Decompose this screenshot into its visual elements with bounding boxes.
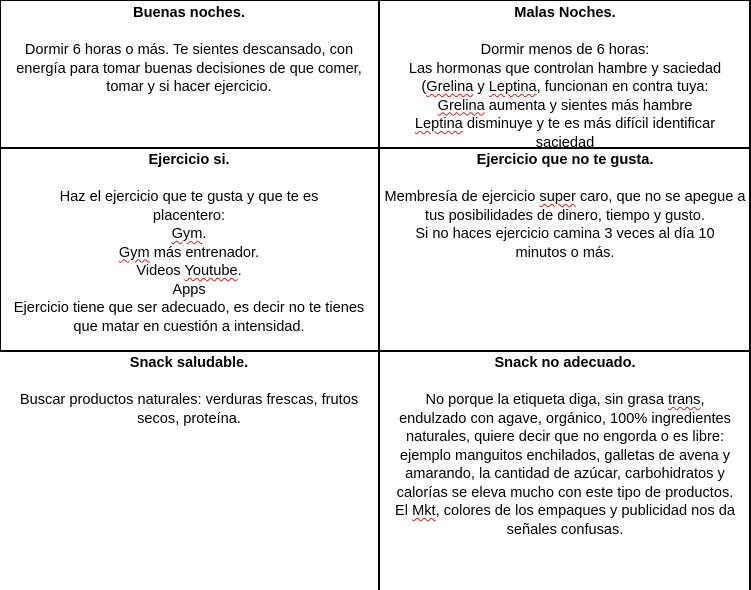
cell-title: Snack no adecuado. — [494, 355, 636, 371]
cell-text: El Mkt, colores de los empaques y publicidad nos da señales confusas. — [395, 503, 735, 538]
cell-text: Las hormonas que controlan hambre y saciedad (Grelina y Leptina, funcionan en contra tuya: — [408, 60, 722, 95]
cell-body — [384, 188, 746, 262]
cell-ejercicio-si — [8, 151, 370, 336]
cell-title: Buenas noches. — [133, 5, 245, 21]
cell-title: Ejercicio que no te gusta. — [476, 152, 654, 168]
cell-text: Haz el ejercicio que te gusta y que te es placentero: — [59, 189, 319, 224]
spellcheck-flagged-word: Grelina — [426, 79, 474, 95]
cell-body — [384, 391, 746, 539]
table-row-divider-2 — [0, 350, 751, 352]
spellcheck-flagged-word: Leptina — [488, 79, 537, 95]
cell-body — [8, 41, 370, 97]
cell-text: No porque la etiqueta diga, sin grasa trans, endulzado con agave, orgánico, 100% ingredientes naturales, quiere decir que no engorda o es libre: ejemplo manguitos enchilados, galletas de avena y amarando, la cantidad de azúcar, carbohidratos y calorías se eleva mucho con este tipo de productos. — [396, 392, 734, 501]
cell-text: Si no haces ejercicio camina 3 veces al día 10 minutos o más. — [415, 226, 715, 261]
spellcheck-flagged-word: Gym — [171, 226, 203, 242]
cell-text: Grelina aumenta y sientes más hambre — [437, 97, 693, 114]
cell-body — [384, 41, 746, 152]
spellcheck-flagged-word: Leptina — [414, 116, 463, 132]
cell-text: Buscar productos naturales: verduras frescas, frutos secos, proteína. — [19, 392, 359, 427]
cell-body — [8, 391, 370, 428]
cell-title: Ejercicio si. — [148, 152, 230, 168]
spellcheck-flagged-word: trans — [668, 392, 701, 408]
cell-text: Leptina disminuye y te es más difícil identificar saciedad — [414, 116, 716, 151]
cell-ejercicio-no-gusta — [384, 151, 746, 262]
cell-body — [8, 188, 370, 336]
cell-snack-saludable — [8, 354, 370, 428]
table-border-left — [0, 0, 1, 352]
cell-text: Dormir menos de 6 horas: — [480, 42, 650, 58]
cell-text: Gym. — [171, 226, 207, 242]
table-divider-center — [378, 0, 380, 590]
spellcheck-flagged-word: Grelina — [437, 97, 485, 114]
cell-title: Snack saludable. — [129, 355, 249, 371]
cell-text: Membresía de ejercicio super caro, que no se apegue a tus posibilidades de dinero, tiempo y gusto. — [384, 189, 746, 224]
cell-text: Ejercicio tiene que ser adecuado, es decir no te tienes que matar en cuestión a intensidad. — [13, 300, 365, 335]
cell-text: Dormir 6 horas o más. Te sientes descansado, con energía para tomar buenas decisiones de que comer, tomar y si hacer ejercicio. — [16, 42, 362, 95]
spellcheck-flagged-word: Mkt — [412, 503, 436, 519]
cell-snack-no-adecuado — [384, 354, 746, 539]
spellcheck-flagged-word: super — [539, 189, 576, 205]
table-border-top — [0, 0, 751, 1]
cell-text: Videos Youtube. — [136, 263, 242, 279]
spellcheck-flagged-word: Gym — [118, 244, 150, 261]
cell-malas-noches — [384, 4, 746, 152]
cell-text: Apps — [172, 281, 206, 298]
cell-title: Malas Noches. — [514, 5, 616, 21]
cell-text: Gym más entrenador. — [118, 244, 260, 261]
spellcheck-flagged-word: Youtube — [184, 263, 238, 279]
cell-buenas-noches — [8, 4, 370, 97]
